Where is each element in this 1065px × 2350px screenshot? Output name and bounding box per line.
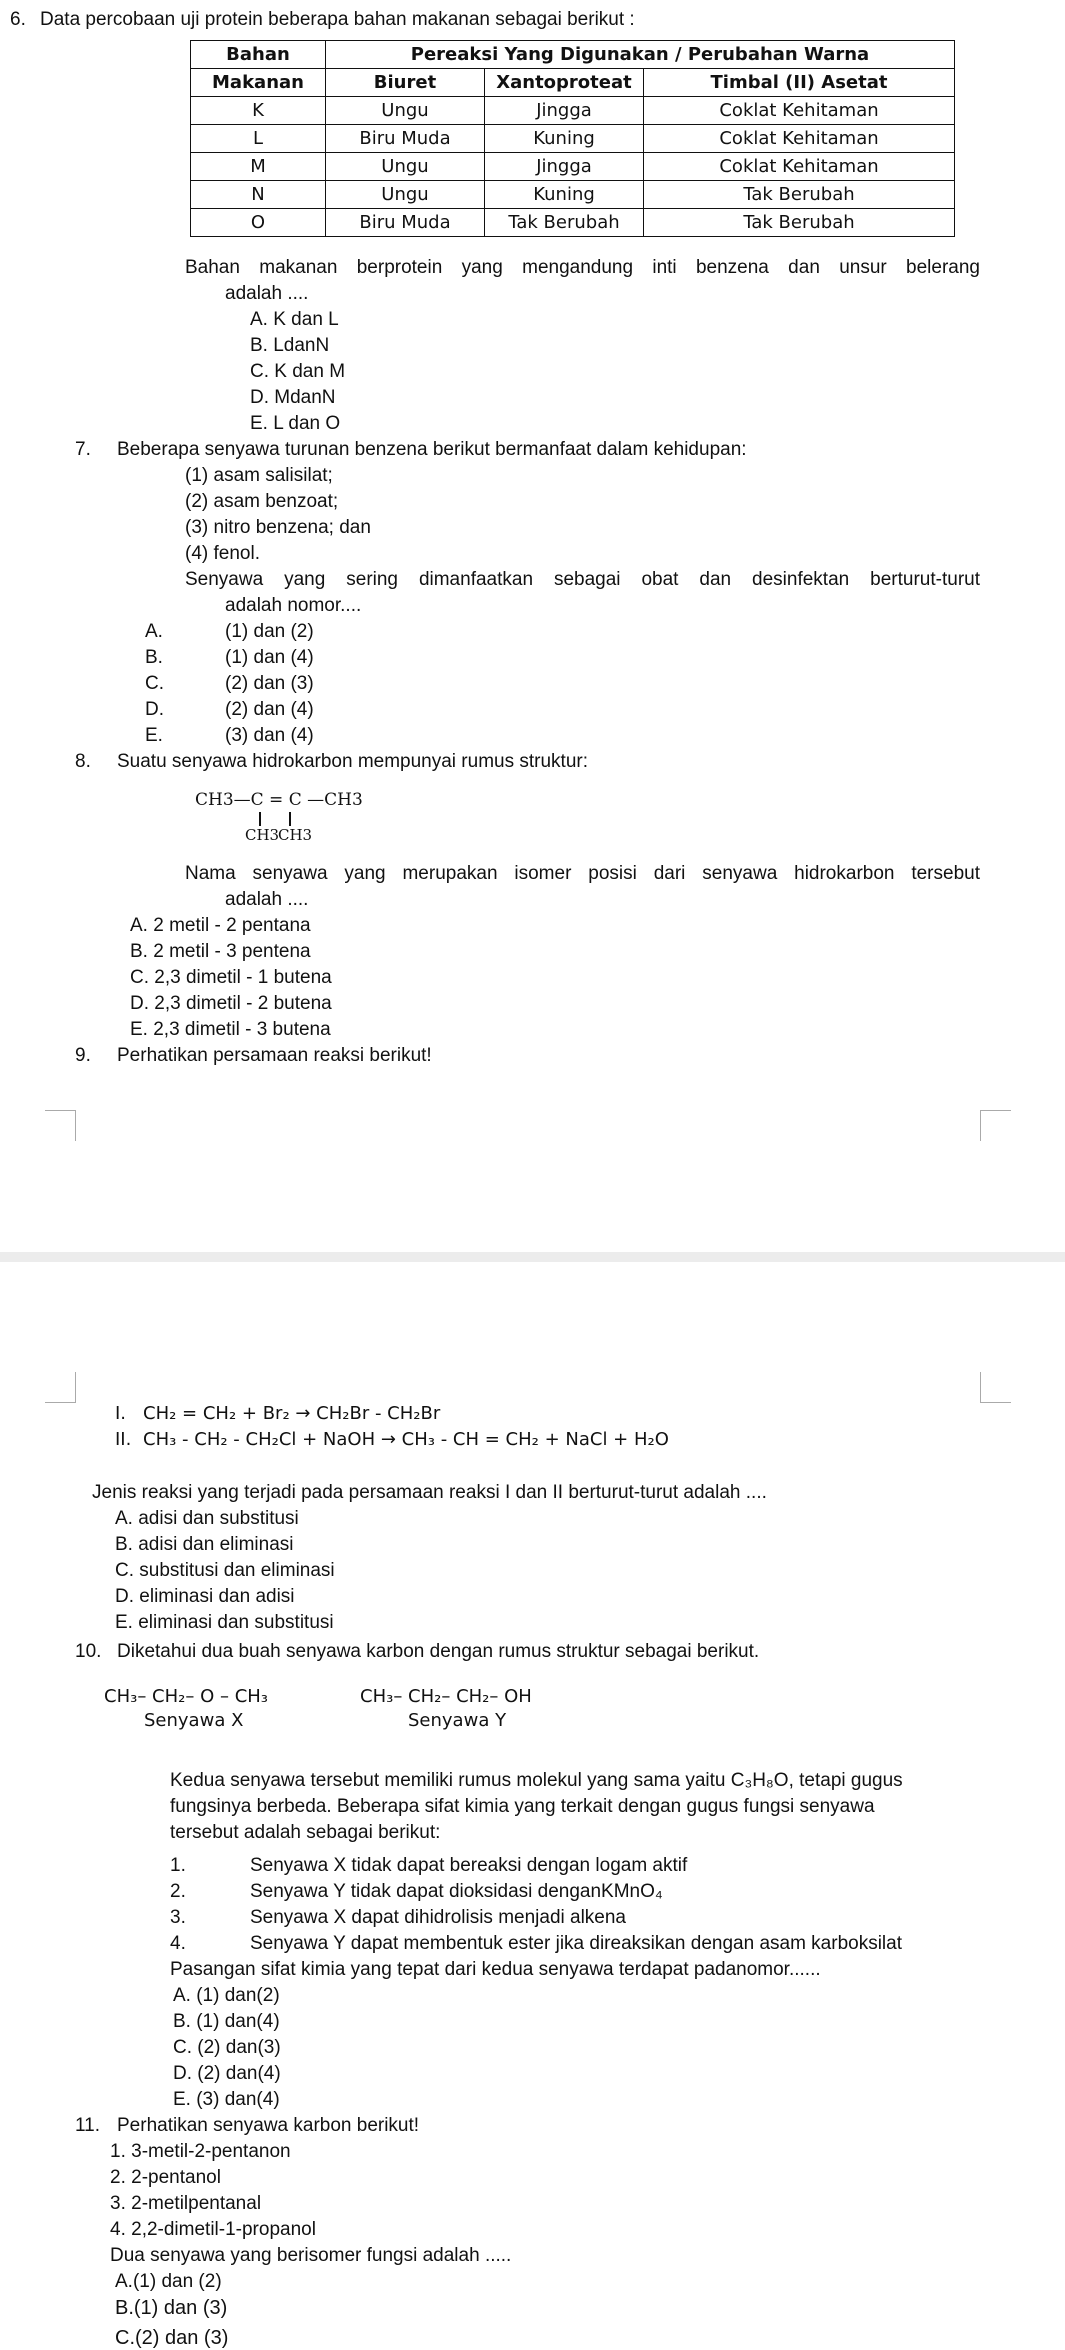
crop-mark: [980, 1372, 1011, 1403]
table-header-cell: Pereaksi Yang Digunakan / Perubahan Warna: [326, 41, 955, 69]
table-cell: Kuning: [485, 181, 644, 209]
table-row: [191, 209, 955, 237]
crop-mark: [980, 1110, 1011, 1141]
q7-option-letter: C.: [145, 673, 164, 694]
q7-option[interactable]: (2) dan (3): [225, 673, 314, 694]
q11-text: Perhatikan senyawa karbon berikut!: [117, 2115, 420, 2136]
q7-question-line1: Senyawa yang sering dimanfaatkan sebagai obat dan desinfektan berturut-turut: [185, 569, 980, 590]
q9-option[interactable]: A. adisi dan substitusi: [115, 1508, 299, 1529]
q6-option[interactable]: A. K dan L: [250, 309, 339, 330]
table-header-cell: Biuret: [326, 69, 485, 97]
structure-left-branch: CH3: [245, 826, 280, 844]
q6-option[interactable]: B. LdanN: [250, 335, 330, 356]
q9-question: Jenis reaksi yang terjadi pada persamaan reaksi I dan II berturut-turut adalah ....: [92, 1482, 767, 1503]
table-cell: Biru Muda: [326, 209, 485, 237]
q10-option[interactable]: B. (1) dan(4): [173, 2011, 280, 2032]
table-cell: Tak Berubah: [485, 209, 644, 237]
compound-x-label: Senyawa X: [144, 1710, 244, 1731]
q7-option-letter: A.: [145, 621, 163, 642]
table-row: [191, 125, 955, 153]
q10-question: Pasangan sifat kimia yang tepat dari kedua senyawa terdapat padanomor......: [170, 1959, 821, 1980]
q11-option[interactable]: A.(1) dan (2): [115, 2271, 222, 2292]
table-cell: L: [191, 125, 326, 153]
table-row: [191, 153, 955, 181]
q6-question-line2: adalah ....: [225, 283, 309, 304]
q8-option[interactable]: B. 2 metil - 3 pentena: [130, 941, 311, 962]
q6-number: 6.: [10, 9, 26, 30]
compound-y-label: Senyawa Y: [408, 1710, 507, 1731]
table-row: [191, 181, 955, 209]
table-header-cell: Bahan: [191, 41, 326, 69]
compound-y-formula: CH₃– CH₂– CH₂– OH: [360, 1686, 532, 1707]
reaction-label: II.: [115, 1429, 132, 1450]
table-cell: Tak Berubah: [644, 181, 955, 209]
table-cell: Ungu: [326, 97, 485, 125]
crop-mark: [45, 1372, 76, 1403]
q10-option[interactable]: C. (2) dan(3): [173, 2037, 281, 2058]
compound-x-formula: CH₃– CH₂– O – CH₃: [104, 1686, 269, 1707]
table-cell: Jingga: [485, 97, 644, 125]
statement-text: Senyawa X dapat dihidrolisis menjadi alkena: [250, 1907, 627, 1928]
statement-number: 1.: [170, 1855, 186, 1876]
q6-option[interactable]: E. L dan O: [250, 413, 341, 434]
q10-number: 10.: [75, 1641, 102, 1662]
q7-option[interactable]: (2) dan (4): [225, 699, 314, 720]
protein-test-table: [190, 40, 955, 237]
bond-line: [289, 812, 291, 826]
q7-item: (3) nitro benzena; dan: [185, 517, 371, 538]
q10-paragraph-line3: tersebut adalah sebagai berikut:: [170, 1822, 441, 1843]
table-header-cell: Makanan: [191, 69, 326, 97]
table-cell: Ungu: [326, 153, 485, 181]
q6-text: Data percobaan uji protein beberapa bahan makanan sebagai berikut :: [40, 9, 635, 30]
statement-number: 4.: [170, 1933, 186, 1954]
table-cell: Coklat Kehitaman: [644, 125, 955, 153]
q6-option[interactable]: D. MdanN: [250, 387, 336, 408]
q10-text: Diketahui dua buah senyawa karbon dengan rumus struktur sebagai berikut.: [117, 1641, 760, 1662]
q7-item: (1) asam salisilat;: [185, 465, 333, 486]
reaction-equation: CH₂ = CH₂ + Br₂ → CH₂Br - CH₂Br: [143, 1403, 441, 1424]
q10-option[interactable]: D. (2) dan(4): [173, 2063, 281, 2084]
q11-number: 11.: [75, 2115, 101, 2136]
q11-option[interactable]: C.(2) dan (3): [115, 2327, 229, 2349]
q7-option[interactable]: (1) dan (4): [225, 647, 314, 668]
q7-option[interactable]: (1) dan (2): [225, 621, 314, 642]
page-separator: [0, 1252, 1065, 1262]
q9-number: 9.: [75, 1045, 91, 1066]
q7-text: Beberapa senyawa turunan benzena berikut bermanfaat dalam kehidupan:: [117, 439, 747, 460]
q11-item: 1. 3-metil-2-pentanon: [110, 2141, 291, 2162]
reaction-equation: CH₃ - CH₂ - CH₂Cl + NaOH → CH₃ - CH = CH₂ + NaCl + H₂O: [143, 1429, 669, 1450]
q8-text: Suatu senyawa hidrokarbon mempunyai rumus struktur:: [117, 751, 589, 772]
q7-item: (2) asam benzoat;: [185, 491, 339, 512]
q10-paragraph-line1: Kedua senyawa tersebut memiliki rumus molekul yang sama yaitu C₃H₈O, tetapi gugus: [170, 1770, 903, 1791]
table-cell: O: [191, 209, 326, 237]
q8-question-line1: Nama senyawa yang merupakan isomer posisi dari senyawa hidrokarbon tersebut: [185, 863, 980, 884]
crop-mark: [45, 1110, 76, 1141]
q8-option[interactable]: E. 2,3 dimetil - 3 butena: [130, 1019, 331, 1040]
table-header-cell: Xantoproteat: [485, 69, 644, 97]
q9-text: Perhatikan persamaan reaksi berikut!: [117, 1045, 432, 1066]
q8-option[interactable]: A. 2 metil - 2 pentana: [130, 915, 311, 936]
structure-right-branch: CH3: [278, 826, 313, 844]
statement-number: 3.: [170, 1907, 186, 1928]
table-cell: Ungu: [326, 181, 485, 209]
statement-text: Senyawa X tidak dapat bereaksi dengan logam aktif: [250, 1855, 688, 1876]
q10-paragraph-line2: fungsinya berbeda. Beberapa sifat kimia yang terkait dengan gugus fungsi senyawa: [170, 1796, 875, 1817]
table-cell: Tak Berubah: [644, 209, 955, 237]
q7-item: (4) fenol.: [185, 543, 260, 564]
q7-question-line2: adalah nomor....: [225, 595, 362, 616]
reaction-label: I.: [115, 1403, 127, 1424]
q7-option-letter: B.: [145, 647, 163, 668]
table-cell: N: [191, 181, 326, 209]
q9-option[interactable]: B. adisi dan eliminasi: [115, 1534, 294, 1555]
statement-number: 2.: [170, 1881, 186, 1902]
statement-text: Senyawa Y tidak dapat dioksidasi denganKMnO₄: [250, 1881, 663, 1902]
q7-option-letter: E.: [145, 725, 163, 746]
q8-number: 8.: [75, 751, 91, 772]
table-header-cell: Timbal (II) Asetat: [644, 69, 955, 97]
q11-item: 4. 2,2-dimetil-1-propanol: [110, 2219, 316, 2240]
q9-option[interactable]: D. eliminasi dan adisi: [115, 1586, 295, 1607]
q11-question: Dua senyawa yang berisomer fungsi adalah .....: [110, 2245, 512, 2266]
q9-option[interactable]: C. substitusi dan eliminasi: [115, 1560, 335, 1581]
table-cell: Jingga: [485, 153, 644, 181]
q9-option[interactable]: E. eliminasi dan substitusi: [115, 1612, 334, 1633]
q11-item: 2. 2-pentanol: [110, 2167, 221, 2188]
structure-main-chain: CH3—C = C —CH3: [195, 790, 363, 810]
table-cell: Coklat Kehitaman: [644, 153, 955, 181]
q10-option[interactable]: A. (1) dan(2): [173, 1985, 280, 2006]
table-cell: Kuning: [485, 125, 644, 153]
q6-question-line1: Bahan makanan berprotein yang mengandung inti benzena dan unsur belerang: [185, 257, 980, 278]
q7-option-letter: D.: [145, 699, 164, 720]
q7-option[interactable]: (3) dan (4): [225, 725, 314, 746]
table-cell: Coklat Kehitaman: [644, 97, 955, 125]
q7-number: 7.: [75, 439, 91, 460]
q11-item: 3. 2-metilpentanal: [110, 2193, 262, 2214]
table-cell: K: [191, 97, 326, 125]
table-row: [191, 97, 955, 125]
q6-option[interactable]: C. K dan M: [250, 361, 346, 382]
bond-line: [259, 812, 261, 826]
q11-option[interactable]: B.(1) dan (3): [115, 2297, 228, 2319]
q8-option[interactable]: C. 2,3 dimetil - 1 butena: [130, 967, 332, 988]
q10-option[interactable]: E. (3) dan(4): [173, 2089, 280, 2110]
table-cell: M: [191, 153, 326, 181]
table-cell: Biru Muda: [326, 125, 485, 153]
q8-option[interactable]: D. 2,3 dimetil - 2 butena: [130, 993, 332, 1014]
statement-text: Senyawa Y dapat membentuk ester jika direaksikan dengan asam karboksilat: [250, 1933, 903, 1954]
q8-question-line2: adalah ....: [225, 889, 309, 910]
